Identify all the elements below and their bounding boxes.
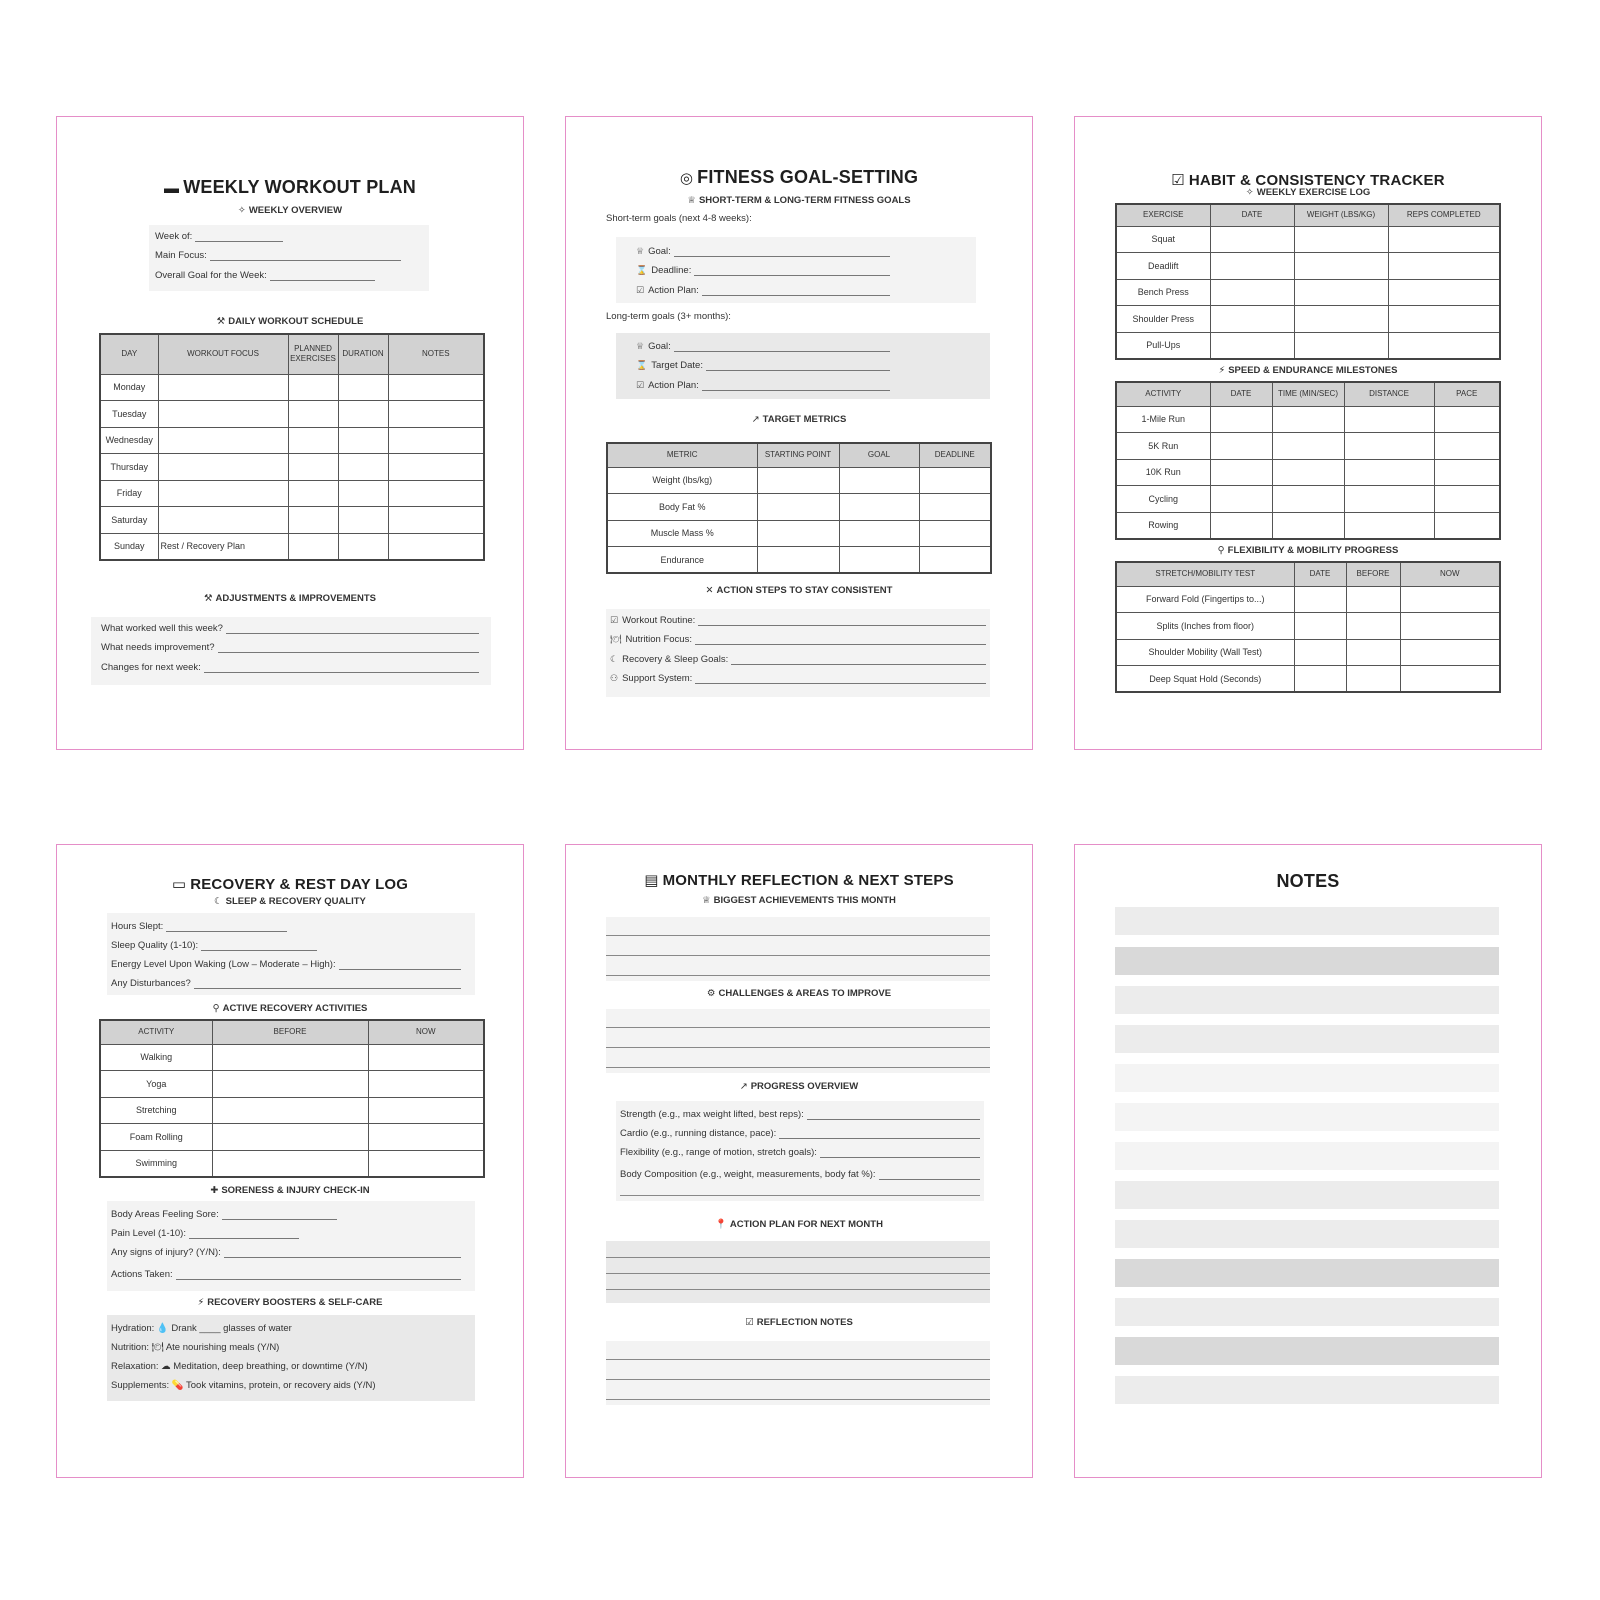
gear-icon: ⚙ — [706, 988, 716, 999]
writing-line[interactable] — [606, 935, 990, 936]
calendar-icon: ▬ — [163, 180, 180, 197]
overall-goal-field[interactable]: Overall Goal for the Week: — [155, 270, 375, 281]
runner-icon: ⚡ — [1218, 365, 1226, 376]
long-goal-field[interactable]: ♕ Goal: — [636, 341, 890, 352]
table-row: Tuesday — [100, 401, 484, 428]
table-row: Muscle Mass % — [607, 520, 991, 547]
short-deadline-field[interactable]: ⌛ Deadline: — [636, 265, 890, 276]
weekly-workout-plan-page — [56, 116, 524, 750]
column-header: STARTING POINT — [757, 443, 839, 467]
section-heading: ⚡ RECOVERY BOOSTERS & SELF-CARE — [197, 1297, 383, 1308]
recovery-log-page — [56, 844, 524, 1478]
table-row: Sunday Rest / Recovery Plan — [100, 533, 484, 560]
writing-line[interactable] — [620, 1195, 980, 1196]
notes-page — [1074, 844, 1542, 1478]
habit-tracker-page — [1074, 116, 1542, 750]
sparkle-icon: ✧ — [1245, 187, 1254, 198]
active-recovery-table — [99, 1019, 485, 1178]
note-line[interactable] — [1115, 1376, 1499, 1404]
clipboard-icon: ▤ — [644, 872, 659, 889]
chart-icon: ↗ — [739, 1081, 748, 1092]
table-row: Thursday — [100, 454, 484, 481]
table-row: Deep Squat Hold (Seconds) — [1116, 666, 1500, 693]
bandage-icon: ✚ — [210, 1185, 219, 1196]
section-heading: ⚙ CHALLENGES & AREAS TO IMPROVE — [706, 988, 892, 999]
sparkle-icon: ✧ — [237, 205, 246, 216]
writing-line[interactable] — [606, 1067, 990, 1068]
note-line[interactable] — [1115, 1064, 1499, 1092]
table-row: Monday — [100, 374, 484, 401]
column-header: DURATION — [338, 334, 388, 374]
page-title: ▭ RECOVERY & REST DAY LOG — [171, 876, 409, 893]
food-icon: 🍽 — [610, 634, 622, 644]
section-heading: ⚒ ADJUSTMENTS & IMPROVEMENTS — [204, 593, 376, 604]
reflection-notes-box — [606, 1341, 990, 1405]
disturbances-field[interactable]: Any Disturbances? — [111, 978, 461, 989]
writing-line[interactable] — [606, 1047, 990, 1048]
nutrition-focus-field[interactable]: 🍽 Nutrition Focus: — [610, 634, 986, 645]
column-header: WORKOUT FOCUS — [158, 334, 288, 374]
hours-slept-field[interactable]: Hours Slept: — [111, 921, 287, 932]
column-header: WEIGHT (LBS/KG) — [1294, 204, 1388, 226]
table-row: Cycling — [1116, 486, 1500, 513]
energy-level-field[interactable]: Energy Level Upon Waking (Low – Moderate – High): — [111, 959, 461, 970]
section-heading: ⚲ ACTIVE RECOVERY ACTIVITIES — [212, 1003, 368, 1014]
page-title: ▬ WEEKLY WORKOUT PLAN — [163, 177, 416, 197]
section-heading: ✧ WEEKLY OVERVIEW — [237, 205, 343, 216]
table-row: Splits (Inches from floor) — [1116, 613, 1500, 640]
writing-line[interactable] — [606, 1289, 990, 1290]
support-system-field[interactable]: ⚇ Support System: — [610, 673, 986, 684]
table-row: Weight (lbs/kg) — [607, 467, 991, 494]
trophy-icon: ♕ — [687, 195, 696, 206]
note-line[interactable] — [1115, 1103, 1499, 1131]
dumbbell-icon: ⚒ — [216, 316, 226, 327]
pin-icon: 📍 — [715, 1219, 727, 1230]
pain-level-field[interactable]: Pain Level (1-10): — [111, 1228, 299, 1239]
long-action-field[interactable]: ☑ Action Plan: — [636, 380, 890, 391]
note-line[interactable] — [1115, 1142, 1499, 1170]
fitness-goal-setting-page — [565, 116, 1033, 750]
hydration-line: Hydration: 💧 Drank ____ glasses of water — [111, 1323, 292, 1334]
section-heading: ✧ WEEKLY EXERCISE LOG — [1245, 187, 1371, 198]
section-heading: ✕ ACTION STEPS TO STAY CONSISTENT — [705, 585, 893, 596]
section-heading: ☾ SLEEP & RECOVERY QUALITY — [214, 896, 366, 907]
challenges-box — [606, 1009, 990, 1073]
table-row: Foam Rolling — [100, 1124, 484, 1151]
relaxation-line: Relaxation: ☁ Meditation, deep breathing, or downtime (Y/N) — [111, 1361, 368, 1372]
table-row: 5K Run — [1116, 433, 1500, 460]
column-header: BEFORE — [1346, 562, 1400, 586]
supplements-line: Supplements: 💊 Took vitamins, protein, or recovery aids (Y/N) — [111, 1380, 376, 1391]
monthly-reflection-page — [565, 844, 1033, 1478]
cardio-field[interactable]: Cardio (e.g., running distance, pace): — [620, 1128, 980, 1139]
table-row: Body Fat % — [607, 494, 991, 521]
table-row: Saturday — [100, 507, 484, 534]
worked-well-field[interactable]: What worked well this week? — [101, 623, 479, 634]
short-term-label: Short-term goals (next 4-8 weeks): — [606, 213, 752, 224]
column-header: STRETCH/MOBILITY TEST — [1116, 562, 1294, 586]
table-row: Yoga — [100, 1071, 484, 1098]
section-heading: ♕ BIGGEST ACHIEVEMENTS THIS MONTH — [702, 895, 896, 906]
long-target-date-field[interactable]: ⌛ Target Date: — [636, 360, 890, 371]
writing-line[interactable] — [606, 1257, 990, 1258]
table-row: Stretching — [100, 1097, 484, 1124]
page-title: ◎ FITNESS GOAL-SETTING — [679, 167, 919, 187]
column-header: REPS COMPLETED — [1388, 204, 1500, 226]
flexibility-table — [1115, 561, 1501, 693]
page-title: NOTES — [1276, 871, 1340, 891]
section-heading: 📍 ACTION PLAN FOR NEXT MONTH — [715, 1219, 883, 1230]
target-icon: ◎ — [679, 170, 694, 187]
table-row: 10K Run — [1116, 459, 1500, 486]
section-heading: ⚡ SPEED & ENDURANCE MILESTONES — [1218, 365, 1398, 376]
writing-line[interactable] — [606, 955, 990, 956]
moon-icon: ☾ — [610, 654, 619, 664]
column-header: DEADLINE — [919, 443, 991, 467]
main-focus-field[interactable]: Main Focus: — [155, 250, 401, 261]
stretch-icon: ⚲ — [1217, 545, 1225, 556]
note-line[interactable] — [1115, 1337, 1499, 1365]
exercise-log-table — [1115, 203, 1501, 360]
table-row: Deadlift — [1116, 253, 1500, 280]
column-header: NOTES — [388, 334, 484, 374]
hourglass-icon: ⌛ — [636, 360, 648, 370]
column-header: PACE — [1434, 382, 1500, 406]
note-line[interactable] — [1115, 1259, 1499, 1287]
checkbox-icon: ☑ — [1171, 172, 1185, 189]
body-composition-field[interactable]: Body Composition (e.g., weight, measurements, body fat %): — [620, 1169, 980, 1180]
section-heading: ↗ PROGRESS OVERVIEW — [739, 1081, 859, 1092]
table-row: Bench Press — [1116, 279, 1500, 306]
checkbox-icon: ☑ — [745, 1317, 754, 1328]
checkbox-icon: ☑ — [636, 285, 645, 295]
needs-improvement-field[interactable]: What needs improvement? — [101, 642, 479, 653]
page-title: ☑ HABIT & CONSISTENCY TRACKER — [1171, 172, 1445, 189]
table-row: Endurance — [607, 547, 991, 574]
section-heading: ↗ TARGET METRICS — [751, 414, 847, 425]
column-header: DISTANCE — [1344, 382, 1434, 406]
column-header: GOAL — [839, 443, 919, 467]
writing-line[interactable] — [606, 1399, 990, 1400]
note-line[interactable] — [1115, 1298, 1499, 1326]
chart-icon: ↗ — [751, 414, 760, 425]
workout-routine-field[interactable]: ☑ Workout Routine: — [610, 615, 986, 626]
actions-taken-field[interactable]: Actions Taken: — [111, 1269, 461, 1280]
speed-endurance-table — [1115, 381, 1501, 540]
body-areas-field[interactable]: Body Areas Feeling Sore: — [111, 1209, 337, 1220]
column-header: ACTIVITY — [100, 1020, 212, 1044]
writing-line[interactable] — [606, 1273, 990, 1274]
table-row: Squat — [1116, 226, 1500, 253]
action-plan-box — [606, 1241, 990, 1303]
trophy-icon: ♕ — [636, 341, 645, 351]
nutrition-line: Nutrition: 🍽 Ate nourishing meals (Y/N) — [111, 1342, 280, 1353]
writing-line[interactable] — [606, 1379, 990, 1380]
section-heading: ⚲ FLEXIBILITY & MOBILITY PROGRESS — [1217, 545, 1399, 556]
strength-field[interactable]: Strength (e.g., max weight lifted, best reps): — [620, 1109, 980, 1120]
column-header: ACTIVITY — [1116, 382, 1210, 406]
week-of-field[interactable]: Week of: — [155, 231, 283, 242]
injury-signs-field[interactable]: Any signs of injury? (Y/N): — [111, 1247, 461, 1258]
column-header: BEFORE — [212, 1020, 368, 1044]
column-header: DATE — [1294, 562, 1346, 586]
table-row: Friday — [100, 480, 484, 507]
note-line[interactable] — [1115, 1181, 1499, 1209]
walker-icon: ⚲ — [212, 1003, 220, 1014]
long-term-label: Long-term goals (3+ months): — [606, 311, 731, 322]
bed-icon: ▭ — [171, 876, 187, 893]
flexibility-field[interactable]: Flexibility (e.g., range of motion, stretch goals): — [620, 1147, 980, 1158]
daily-schedule-table — [99, 333, 485, 561]
note-line[interactable] — [1115, 1220, 1499, 1248]
table-row: Wednesday — [100, 427, 484, 454]
column-header: EXERCISE — [1116, 204, 1210, 226]
table-row: Forward Fold (Fingertips to...) — [1116, 586, 1500, 613]
note-line[interactable] — [1115, 1025, 1499, 1053]
short-action-field[interactable]: ☑ Action Plan: — [636, 285, 890, 296]
column-header: NOW — [1400, 562, 1500, 586]
note-line[interactable] — [1115, 947, 1499, 975]
column-header: TIME (MIN/SEC) — [1272, 382, 1344, 406]
achievements-box — [606, 917, 990, 981]
page-title: ▤ MONTHLY REFLECTION & NEXT STEPS — [644, 872, 954, 889]
tools-icon: ⚒ — [204, 593, 213, 604]
spark-icon: ⚡ — [197, 1297, 205, 1308]
note-line[interactable] — [1115, 907, 1499, 935]
section-heading: ♕ SHORT-TERM & LONG-TERM FITNESS GOALS — [687, 195, 911, 206]
sleep-quality-field[interactable]: Sleep Quality (1-10): — [111, 940, 317, 951]
column-header: DATE — [1210, 382, 1272, 406]
trophy-icon: ♕ — [702, 895, 711, 906]
trophy-icon: ♕ — [636, 246, 645, 256]
writing-line[interactable] — [606, 975, 990, 976]
checkbox-icon: ☑ — [610, 615, 619, 625]
target-metrics-table — [606, 442, 992, 574]
column-header: NOW — [368, 1020, 484, 1044]
note-line[interactable] — [1115, 986, 1499, 1014]
table-row: 1-Mile Run — [1116, 406, 1500, 433]
people-icon: ⚇ — [610, 673, 619, 683]
table-row: Shoulder Press — [1116, 306, 1500, 333]
checkbox-icon: ☑ — [636, 380, 645, 390]
section-heading: ⚒ DAILY WORKOUT SCHEDULE — [216, 316, 364, 327]
changes-field[interactable]: Changes for next week: — [101, 662, 479, 673]
column-header: METRIC — [607, 443, 757, 467]
writing-line[interactable] — [606, 1359, 990, 1360]
moon-icon: ☾ — [214, 896, 223, 907]
section-heading: ☑ REFLECTION NOTES — [745, 1317, 853, 1328]
section-heading: ✚ SORENESS & INJURY CHECK-IN — [210, 1185, 370, 1196]
wrench-icon: ✕ — [705, 585, 714, 596]
table-row: Shoulder Mobility (Wall Test) — [1116, 639, 1500, 666]
recovery-sleep-field[interactable]: ☾ Recovery & Sleep Goals: — [610, 654, 986, 665]
writing-line[interactable] — [606, 1027, 990, 1028]
table-row: Pull-Ups — [1116, 332, 1500, 359]
table-row: Swimming — [100, 1150, 484, 1177]
column-header: DATE — [1210, 204, 1294, 226]
hourglass-icon: ⌛ — [636, 265, 648, 275]
table-row: Walking — [100, 1044, 484, 1071]
short-goal-field[interactable]: ♕ Goal: — [636, 246, 890, 257]
column-header: PLANNED EXERCISES — [288, 334, 338, 374]
column-header: DAY — [100, 334, 158, 374]
table-row: Rowing — [1116, 512, 1500, 539]
